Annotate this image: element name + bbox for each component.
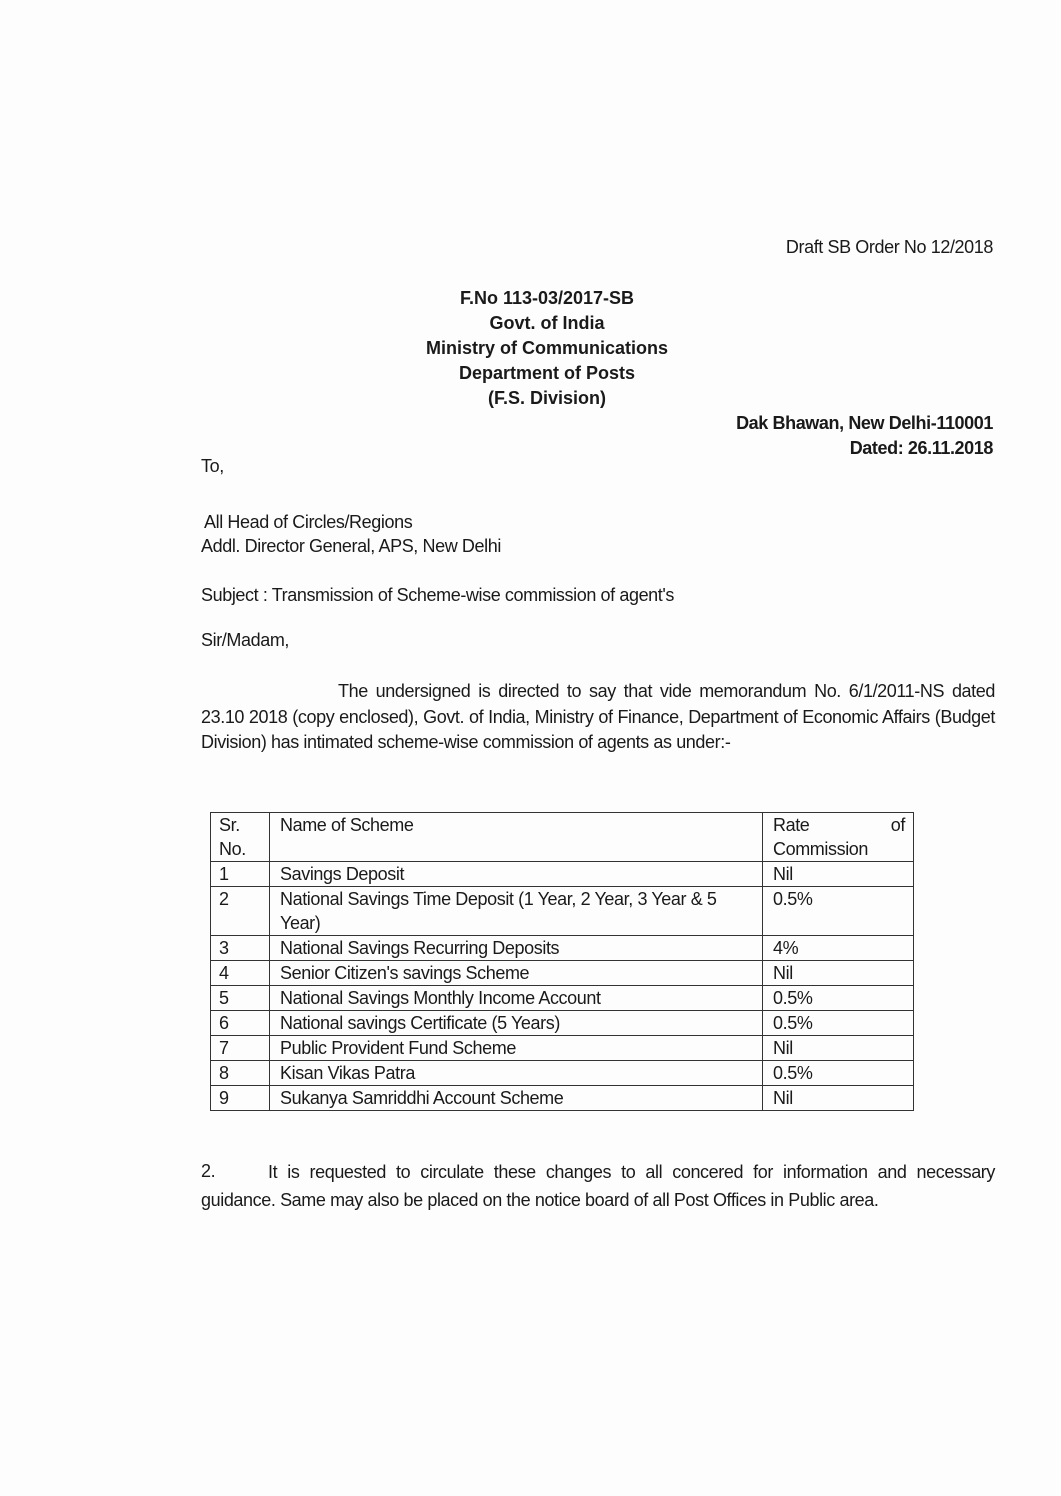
table-row	[211, 1086, 914, 1111]
sr-cell: 4	[211, 961, 270, 986]
table-row	[211, 1036, 914, 1061]
file-number: F.No 113-03/2017-SB	[459, 288, 635, 308]
department-name: Department of Posts	[458, 363, 636, 383]
table-row	[211, 862, 914, 887]
rate-cell: Nil	[763, 862, 914, 887]
to-label: To,	[201, 456, 224, 476]
table-header-row	[211, 813, 914, 862]
sr-cell: 1	[211, 862, 270, 887]
table-row	[211, 986, 914, 1011]
table-row	[211, 887, 914, 936]
division-name: (F.S. Division)	[487, 388, 606, 408]
sr-cell: 2	[211, 887, 270, 936]
rate-cell: 0.5%	[763, 1011, 914, 1036]
scheme-name-cell: National Savings Monthly Income Account	[270, 986, 763, 1011]
scheme-name-cell: Public Provident Fund Scheme	[270, 1036, 763, 1061]
sr-cell: 6	[211, 1011, 270, 1036]
scheme-name-cell: Savings Deposit	[270, 862, 763, 887]
rate-cell: Nil	[763, 1086, 914, 1111]
scheme-name-cell: National Savings Time Deposit (1 Year, 2 Year, 3 Year & 5 Year)	[270, 887, 763, 936]
subject-line: Subject : Transmission of Scheme-wise commission of agent's	[201, 585, 675, 605]
rate-cell: 0.5%	[763, 1061, 914, 1086]
sr-cell: 5	[211, 986, 270, 1011]
govt-name: Govt. of India	[489, 313, 605, 333]
table-row	[211, 961, 914, 986]
sr-cell: 9	[211, 1086, 270, 1111]
letterhead	[347, 286, 747, 411]
table-row	[211, 1011, 914, 1036]
sr-cell: 8	[211, 1061, 270, 1086]
paragraph-2: It is requested to circulate these changes to all concered for information and necessary guidance. Same may also be placed on the notice board of all Post Offices in Public area.	[201, 1162, 995, 1210]
order-number: Draft SB Order No 12/2018	[785, 237, 993, 257]
commission-table	[210, 812, 914, 1111]
paragraph-2-number: 2.	[201, 1161, 216, 1181]
scheme-name-cell: Kisan Vikas Patra	[270, 1061, 763, 1086]
recipient: Addl. Director General, APS, New Delhi	[201, 536, 501, 556]
sr-cell: 3	[211, 936, 270, 961]
table-row	[211, 936, 914, 961]
date: Dated: 26.11.2018	[849, 438, 993, 458]
ministry-name: Ministry of Communications	[425, 338, 668, 358]
rate-cell: Nil	[763, 961, 914, 986]
header-sr-no: Sr. No.	[211, 813, 270, 862]
salutation: Sir/Madam,	[201, 630, 290, 650]
rate-cell: 0.5%	[763, 986, 914, 1011]
scheme-name-cell: Sukanya Samriddhi Account Scheme	[270, 1086, 763, 1111]
scheme-name-cell: Senior Citizen's savings Scheme	[270, 961, 763, 986]
recipient: All Head of Circles/Regions	[204, 512, 413, 532]
scheme-name-cell: National Savings Recurring Deposits	[270, 936, 763, 961]
address: Dak Bhawan, New Delhi-110001	[736, 413, 993, 433]
header-scheme-name: Name of Scheme	[270, 813, 763, 862]
rate-cell: 4%	[763, 936, 914, 961]
scheme-name-cell: National savings Certificate (5 Years)	[270, 1011, 763, 1036]
rate-cell: Nil	[763, 1036, 914, 1061]
rate-cell: 0.5%	[763, 887, 914, 936]
sr-cell: 7	[211, 1036, 270, 1061]
paragraph-1: The undersigned is directed to say that vide memorandum No. 6/1/2011-NS dated 23.10 2018 (copy enclosed), Govt. of India, Ministry of Finance, Department of Economic Affairs (Budget Division) has intimated scheme-wise commission of agents as under:-	[201, 681, 995, 752]
table-row	[211, 1061, 914, 1086]
header-rate: Rate of Commission	[763, 813, 914, 862]
